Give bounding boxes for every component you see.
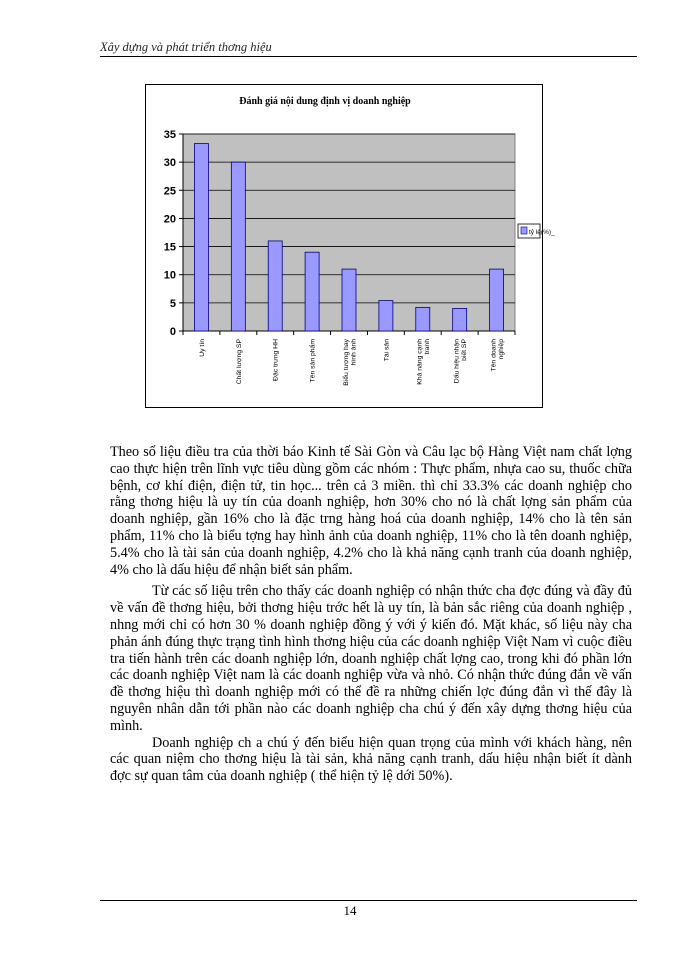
x-tick-label-line: Uy tín xyxy=(198,339,206,357)
x-tick-label-line: Đặc trưng HH xyxy=(272,339,280,381)
legend-swatch xyxy=(521,227,527,234)
body-text xyxy=(110,444,632,785)
x-tick-label xyxy=(309,339,317,383)
x-tick-label-line: biết SP xyxy=(460,339,468,361)
paragraph-1: Theo số liệu điều tra của thời báo Kinh tế Sài Gòn và Câu lạc bộ Hàng Việt nam chất lợng cao thực hiện trên lĩnh vực tiêu dùng gồm các nhóm : Thực phẩm, nhựa cao su, thuốc chữa bệnh, cơ khí điện, điện tử, tin học... trên cả 3 miền. thì chỉ 33.3% các doanh nghiệp cho rằng thơng hiệu là uy tín của doanh nghiệp, hơn 30% cho nó là chất lợng sản phẩm của doanh nghiệp, gần 16% cho là đặc trng hàng hoá của doanh nghiệp, 14% cho là tên sản phẩm, 11% cho là biểu tợng hay hình ảnh của doanh nghiệp, 11% cho là tên doanh nghiệp, 5.4% cho là tài sản của doanh nghiệp, 4.2% cho là khả năng cạnh tranh của doanh nghiệp, 4% cho là dấu hiệu để nhận biết sản phẩm. xyxy=(110,444,632,578)
bar xyxy=(453,308,467,331)
x-tick-label-line: Tên sản phẩm xyxy=(309,339,317,383)
y-tick-label: 10 xyxy=(163,269,176,282)
y-tick-label: 15 xyxy=(163,241,176,254)
header-rule xyxy=(100,56,637,57)
bar xyxy=(305,252,319,331)
x-tick-label-line: Khả năng cạnh xyxy=(416,339,424,385)
x-tick-label-line: tranh xyxy=(424,339,432,355)
y-tick-label: 20 xyxy=(163,213,176,226)
bar xyxy=(268,241,282,331)
x-tick-label xyxy=(273,339,280,381)
running-header: Xây dựng và phát triển thơng hiệu xyxy=(100,40,272,54)
x-tick-label-line: Tài sản xyxy=(383,339,391,362)
legend-label: tỷ lệ(%)_ xyxy=(529,229,555,236)
paragraph-3: Doanh nghiệp ch a chú ý đến biểu hiện quan trọng của mình với khách hàng, nên các quan niệm cho thơng hiệu là tài sản, khả năng cạnh tranh, dấu hiệu nhận biết ít dành đợc sự quan tâm của doanh nghiệp ( thể hiện tỷ lệ dới 50%). xyxy=(110,734,632,785)
x-tick-label-line: Tên doanh xyxy=(490,339,498,372)
y-tick-label: 0 xyxy=(169,326,176,338)
x-tick-label xyxy=(199,339,206,357)
page-number: 14 xyxy=(343,903,357,918)
y-tick-label: 35 xyxy=(163,129,176,141)
y-tick-label: 30 xyxy=(163,157,176,170)
x-tick-label-line: Chất lượng SP xyxy=(235,339,243,385)
footer-rule xyxy=(100,900,637,901)
bar-chart-figure xyxy=(145,84,555,408)
bar xyxy=(416,307,430,331)
bar xyxy=(231,162,245,331)
y-tick-label: 5 xyxy=(169,297,176,310)
bar xyxy=(342,269,356,331)
bar-chart xyxy=(145,84,555,408)
x-tick-label-line: hình ảnh xyxy=(350,339,358,366)
paragraph-2: Từ các số liệu trên cho thấy các doanh nghiệp có nhận thức cha đợc đúng và đầy đủ về vấn đề thơng hiệu, bởi thơng hiệu trớc hết là uy tín, là bản sắc riêng của doanh nghiệp , nhng mới chỉ có hơn 30 % doanh nghiệp đồng ý với ý kiến đó. Mặt khác, số liệu này cha phản ánh đúng thực trạng tình hình thơng hiệu của các doanh nghiệp Việt Nam vì cuộc điều tra tiến hành trên các doanh nghiệp lớn, doanh nghiệp chất lợng cao, trong khi đó phần lớn các doanh nghiệp Việt nam là các doanh nghiệp vừa và nhỏ. Có nhận thức đúng đắn về vấn đề thơng hiệu thì doanh nghiệp mới có thể đề ra những chiến lợc đúng đắn vì thế đây là nguyên nhân dẫn tới phần nào các doanh nghiệp cha chú ý đến xây dựng thơng hiệu của mình. xyxy=(110,583,632,734)
y-tick-label: 25 xyxy=(163,185,176,198)
x-tick-label-line: Biểu tượng hay xyxy=(342,339,350,386)
bar xyxy=(490,269,504,331)
x-tick-label-line: Dấu hiệu nhận xyxy=(453,339,461,384)
x-tick-label xyxy=(234,339,243,385)
x-tick-label xyxy=(383,339,390,362)
bar xyxy=(194,144,208,331)
bar xyxy=(379,301,393,331)
chart-title: Đánh giá nội dung định vị doanh nghiệp xyxy=(239,96,411,107)
x-tick-label-line: nghiệp xyxy=(497,339,505,360)
